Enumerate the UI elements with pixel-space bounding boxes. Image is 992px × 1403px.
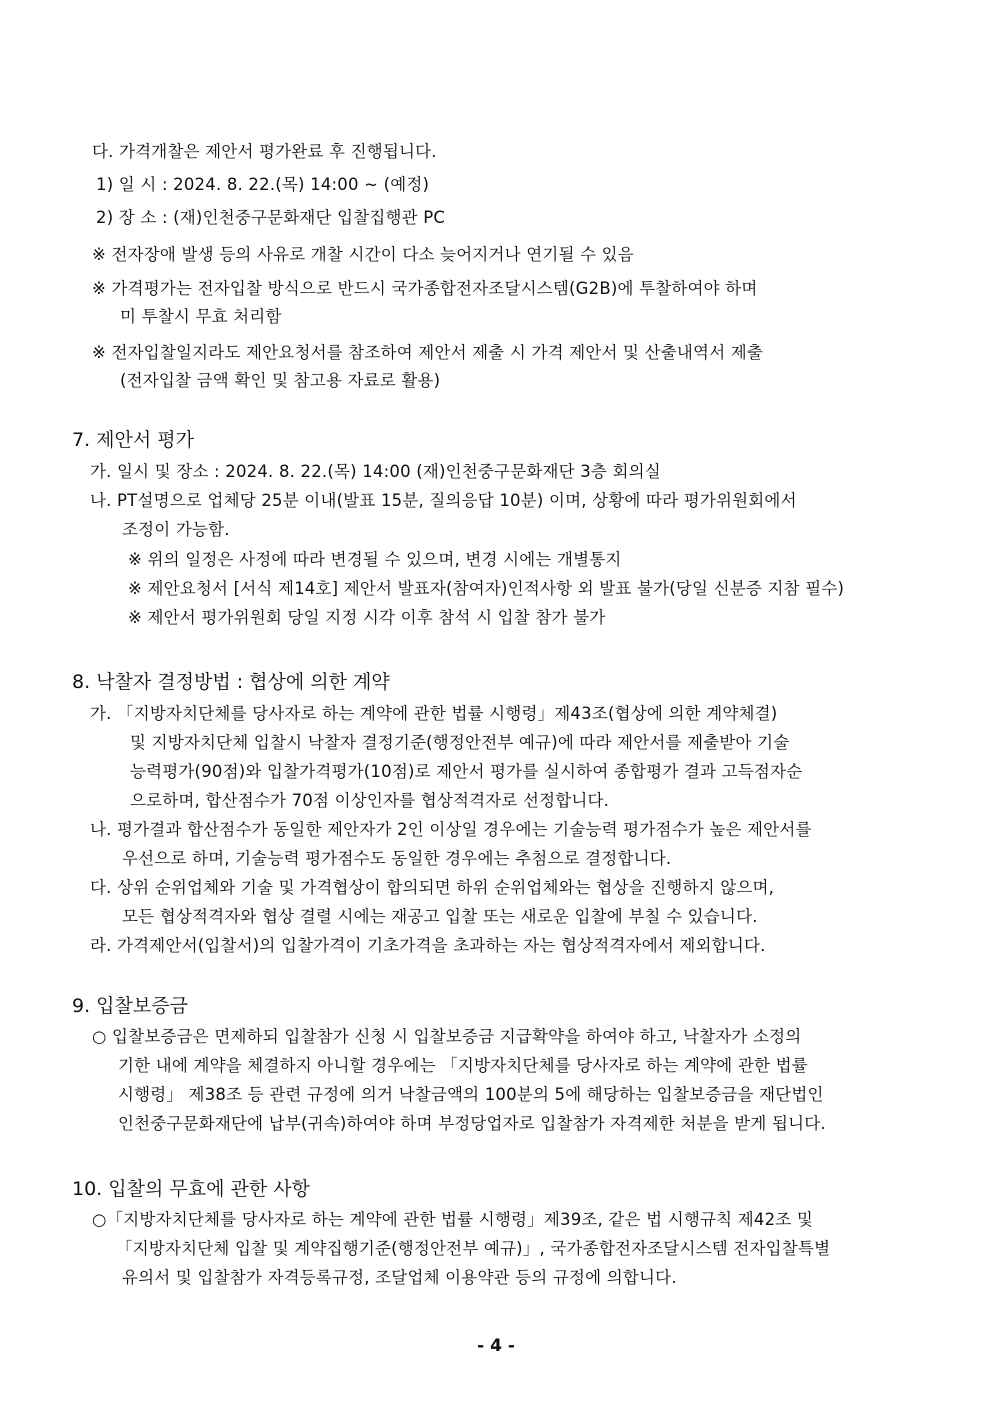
section-10-line-3: 유의서 및 입찰참가 자격등록규정, 조달업체 이용약관 등의 규정에 의합니다. [122,1268,677,1287]
note-g2b-line2: 미 투찰시 무효 처리함 [120,307,282,326]
section-9-line-1: ○ 입찰보증금은 면제하되 입찰참가 신청 시 입찰보증금 지급확약을 하여야 하고, 낙찰자가 소정의 [92,1027,802,1046]
section-9-line-2: 기한 내에 계약을 체결하지 아니할 경우에는 「지방자치단체를 당사자로 하는 계약에 관한 법률 [118,1056,808,1075]
section-7-line-ga: 가. 일시 및 장소 : 2024. 8. 22.(목) 14:00 (재)인천중구문화재단 3층 회의실 [90,462,661,481]
page-number: - 4 - [477,1336,515,1356]
section-7-line-na1: 나. PT설명으로 업체당 25분 이내(발표 15분, 질의응답 10분) 이며, 상황에 따라 평가위원회에서 [90,491,797,510]
section-8-na-2: 우선으로 하며, 기술능력 평가점수도 동일한 경우에는 추첨으로 결정합니다. [122,849,672,868]
section-8-da-2: 모든 협상적격자와 협상 결렬 시에는 재공고 입찰 또는 새로운 입찰에 부칠 수 있습니다. [122,907,758,926]
section-8-ga-1: 가. 「지방자치단체를 당사자로 하는 계약에 관한 법률 시행령」제43조(협상에 의한 계약체결) [90,704,778,723]
section-8-ga-3: 능력평가(90점)와 입찰가격평가(10점)로 제안서 평가를 실시하여 종합평가 결과 고득점자순 [130,762,803,781]
note-electronic-line1: ※ 전자입찰일지라도 제안요청서를 참조하여 제안서 제출 시 가격 제안서 및 산출내역서 제출 [92,343,764,362]
price-opening-line: 다. 가격개찰은 제안서 평가완료 후 진행됩니다. [92,142,437,161]
section-7-line-na2: 조정이 가능함. [122,520,230,539]
section-10-line-2: 「지방자치단체 입찰 및 계약집행기준(행정안전부 예규)」, 국가종합전자조달시스템 전자입찰특별 [116,1239,831,1258]
section-10-title: 10. 입찰의 무효에 관한 사항 [72,1178,310,1200]
section-7-note-2: ※ 제안요청서 [서식 제14호] 제안서 발표자(참여자)인적사항 외 발표 불가(당일 신분증 지참 필수) [128,579,845,598]
section-9-title: 9. 입찰보증금 [72,995,188,1017]
section-8-title: 8. 낙찰자 결정방법 : 협상에 의한 계약 [72,671,390,693]
section-10-line-1: ○「지방자치단체를 당사자로 하는 계약에 관한 법률 시행령」제39조, 같은 법 시행규칙 제42조 및 [92,1210,813,1229]
section-7-note-3: ※ 제안서 평가위원회 당일 지정 시각 이후 참석 시 입찰 참가 불가 [128,608,606,627]
section-8-ga-2: 및 지방자치단체 입찰시 낙찰자 결정기준(행정안전부 예규)에 따라 제안서를 제출받아 기술 [130,733,790,752]
section-7-title: 7. 제안서 평가 [72,429,194,451]
note-g2b-line1: ※ 가격평가는 전자입찰 방식으로 반드시 국가종합전자조달시스템(G2B)에 투찰하여야 하며 [92,279,758,298]
section-7-note-1: ※ 위의 일정은 사정에 따라 변경될 수 있으며, 변경 시에는 개별통지 [128,550,622,569]
price-opening-place: 2) 장 소 : (재)인천중구문화재단 입찰집행관 PC [96,208,446,227]
section-9-line-4: 인천중구문화재단에 납부(귀속)하여야 하며 부정당업자로 입찰참가 자격제한 처분을 받게 됩니다. [118,1114,826,1133]
section-8-na-1: 나. 평가결과 합산점수가 동일한 제안자가 2인 이상일 경우에는 기술능력 평가점수가 높은 제안서를 [90,820,812,839]
section-8-ra-1: 라. 가격제안서(입찰서)의 입찰가격이 기초가격을 초과하는 자는 협상적격자에서 제외합니다. [90,936,766,955]
section-8-da-1: 다. 상위 순위업체와 기술 및 가격협상이 합의되면 하위 순위업체와는 협상을 진행하지 않으며, [90,878,775,897]
section-8-ga-4: 으로하며, 합산점수가 70점 이상인자를 협상적격자로 선정합니다. [130,791,610,810]
section-9-line-3: 시행령」 제38조 등 관련 규정에 의거 낙찰금액의 100분의 5에 해당하는 입찰보증금을 재단법인 [118,1085,824,1104]
note-delay: ※ 전자장애 발생 등의 사유로 개찰 시간이 다소 늦어지거나 연기될 수 있음 [92,245,634,264]
note-electronic-line2: (전자입찰 금액 확인 및 참고용 자료로 활용) [120,371,441,390]
price-opening-date: 1) 일 시 : 2024. 8. 22.(목) 14:00 ~ (예정) [96,175,430,194]
